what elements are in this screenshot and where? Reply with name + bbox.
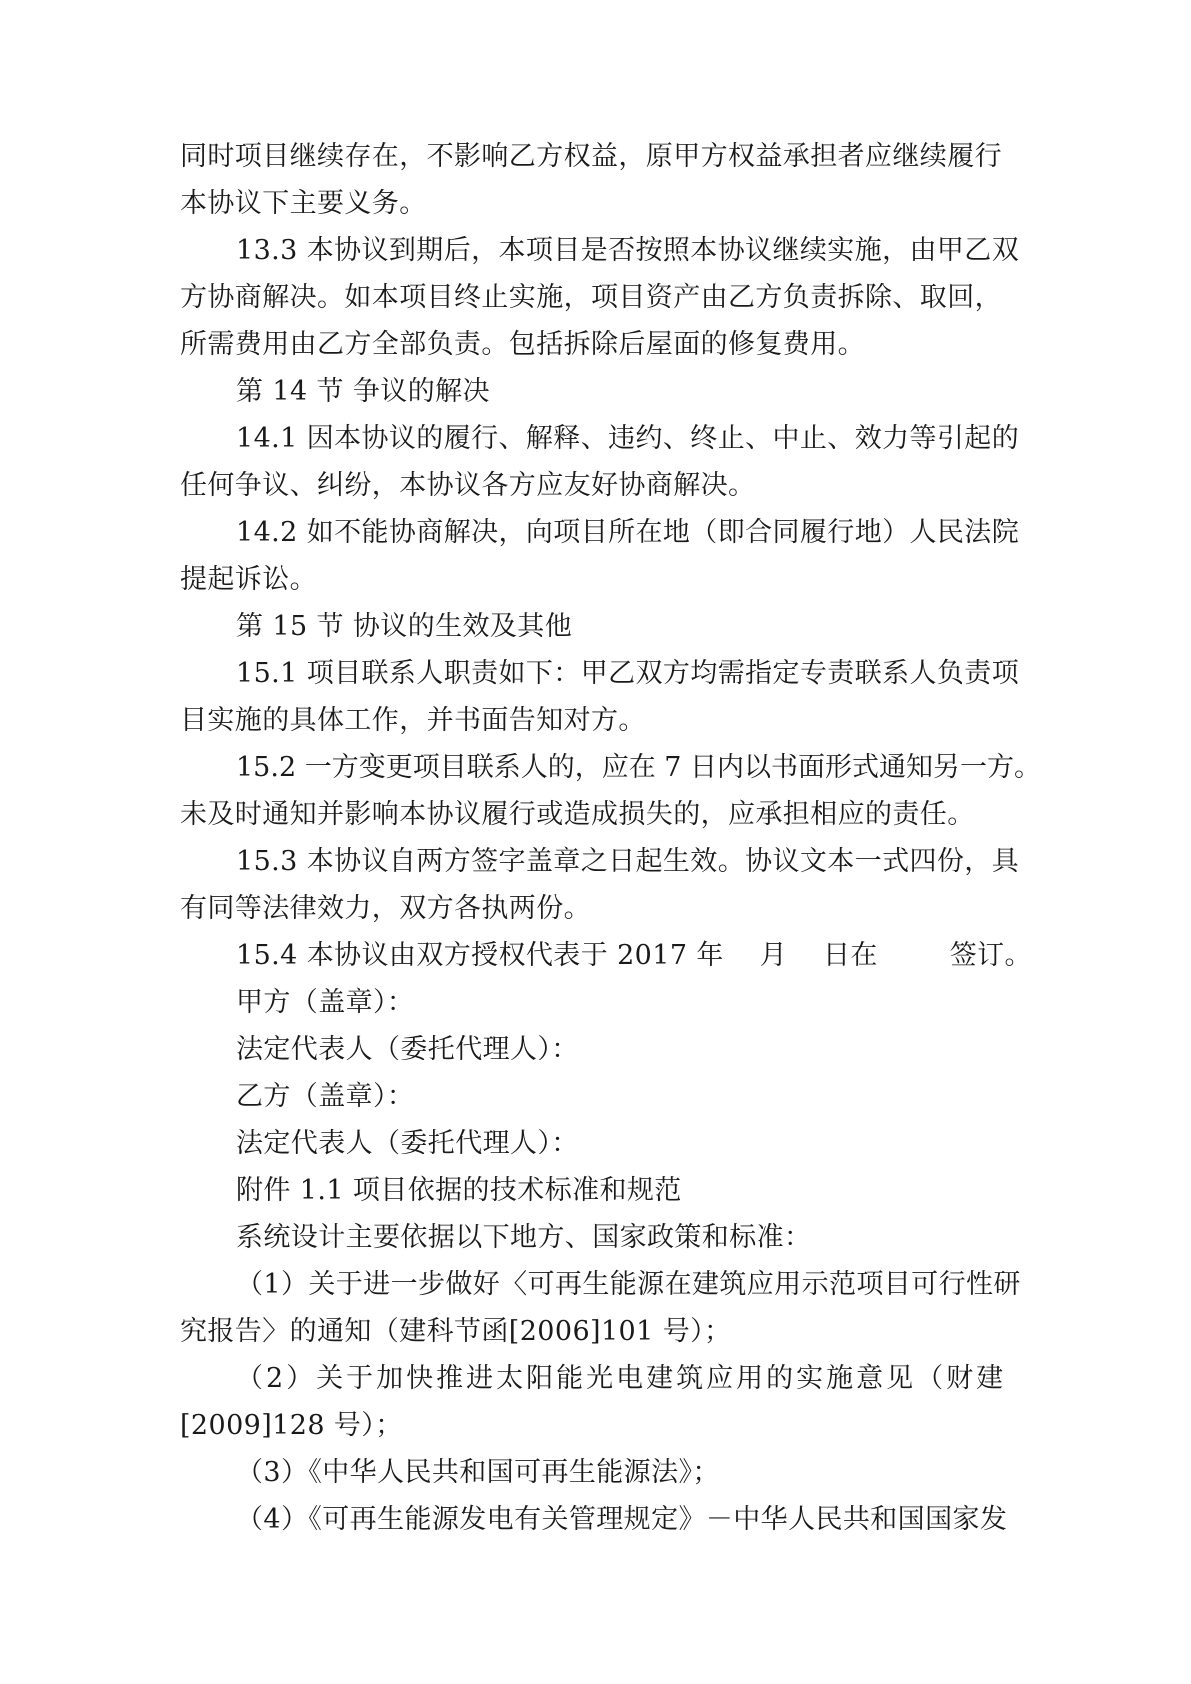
text-line: 未及时通知并影响本协议履行或造成损失的，应承担相应的责任。 (180, 799, 975, 830)
text-line: 任何争议、纠纷，本协议各方应友好协商解决。 (180, 470, 756, 501)
party-a-seal: 甲方（盖章）： (236, 987, 415, 1018)
text-line: 有同等法律效力，双方各执两份。 (180, 893, 591, 924)
reference-4: （4）《可再生能源发电有关管理规定》－中华人民共和国国家发 (236, 1504, 1008, 1535)
reference-3: （3）《中华人民共和国可再生能源法》； (236, 1457, 720, 1488)
text-line: 目实施的具体工作，并书面告知对方。 (180, 705, 646, 736)
text-line: 究报告〉的通知（建科节函[2006]101 号）； (180, 1316, 732, 1347)
text-line: [2009]128 号）； (180, 1410, 403, 1441)
text-line: 系统设计主要依据以下地方、国家政策和标准： (236, 1222, 812, 1253)
reference-1: （1）关于进一步做好〈可再生能源在建筑应用示范项目可行性研 (236, 1269, 1021, 1300)
party-b-seal: 乙方（盖章）： (236, 1081, 415, 1112)
clause-15-4: 15.4 本协议由双方授权代表于 2017 年 月 日在 签订。 (236, 940, 1032, 971)
clause-14-1: 14.1 因本协议的履行、解释、违约、终止、中止、效力等引起的 (236, 423, 1020, 454)
clause-15-3: 15.3 本协议自两方签字盖章之日起生效。协议文本一式四份，具 (236, 846, 1020, 877)
text-line: 所需费用由乙方全部负责。包括拆除后屋面的修复费用。 (180, 329, 865, 360)
text-line: 本协议下主要义务。 (180, 188, 427, 219)
party-a-representative: 法定代表人（委托代理人）： (236, 1034, 579, 1065)
text-line: 同时项目继续存在，不影响乙方权益，原甲方权益承担者应继续履行 (180, 141, 1002, 172)
section-15-heading: 第 15 节 协议的生效及其他 (236, 611, 573, 642)
section-14-heading: 第 14 节 争议的解决 (236, 376, 490, 407)
appendix-heading: 附件 1.1 项目依据的技术标准和规范 (236, 1175, 682, 1206)
text-line: 提起诉讼。 (180, 564, 317, 595)
party-b-representative: 法定代表人（委托代理人）： (236, 1128, 579, 1159)
clause-15-1: 15.1 项目联系人职责如下：甲乙双方均需指定专责联系人负责项 (236, 658, 1020, 689)
text-line: 方协商解决。如本项目终止实施，项目资产由乙方负责拆除、取回， (180, 282, 1002, 313)
document-page (180, 133, 1042, 1543)
clause-15-2: 15.2 一方变更项目联系人的，应在 7 日内以书面形式通知另一方。 (236, 752, 1042, 783)
clause-13-3: 13.3 本协议到期后，本项目是否按照本协议继续实施，由甲乙双 (236, 235, 1020, 266)
reference-2: （2）关于加快推进太阳能光电建筑应用的实施意见（财建 (236, 1363, 1007, 1394)
clause-14-2: 14.2 如不能协商解决，向项目所在地（即合同履行地）人民法院 (236, 517, 1020, 548)
